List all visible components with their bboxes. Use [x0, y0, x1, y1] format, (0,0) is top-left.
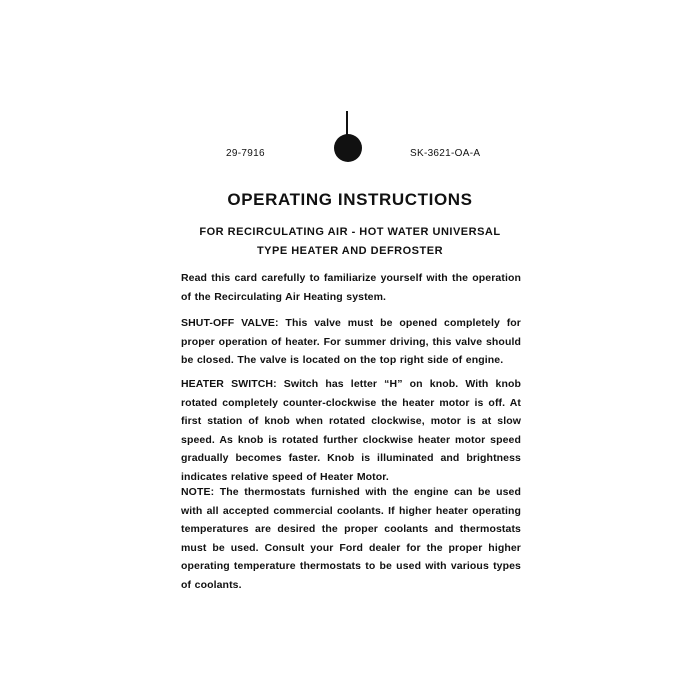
intro-paragraph: Read this card carefully to familiarize yourself with the operation of the Recirculating Air Heating system. [181, 272, 521, 303]
hanger-hole-icon [334, 134, 362, 162]
subtitle-line-2: TYPE HEATER AND DEFROSTER [256, 245, 444, 257]
note-paragraph: NOTE: The thermostats furnished with the engine can be used with all accepted commercial coolants. If higher heater operating temperatures are desired the proper coolants and thermostats must be used. Consult your Ford dealer for the proper higher operating temperature thermostats to be used with various types of coolants. [181, 486, 521, 591]
part-number-right: SK-3621-OA-A [410, 148, 481, 159]
shutoff-valve-paragraph: SHUT-OFF VALVE: This valve must be opened completely for proper operation of heater. For summer driving, this valve should be closed. The valve is located on the top right side of engine. [181, 317, 521, 366]
page-title: OPERATING INSTRUCTIONS [227, 190, 473, 209]
part-number-left: 29-7916 [226, 148, 265, 159]
heater-switch-paragraph: HEATER SWITCH: Switch has letter “H” on knob. With knob rotated completely counter-clockwise the heater motor is off. At first station of knob when rotated clockwise, motor is at slow speed. As knob is rotated further clockwise heater motor speed gradually becomes faster. Knob is illuminated and brightness indicates relative speed of Heater Motor. [181, 378, 521, 483]
subtitle-line-1: FOR RECIRCULATING AIR - HOT WATER UNIVERSAL [199, 226, 501, 238]
